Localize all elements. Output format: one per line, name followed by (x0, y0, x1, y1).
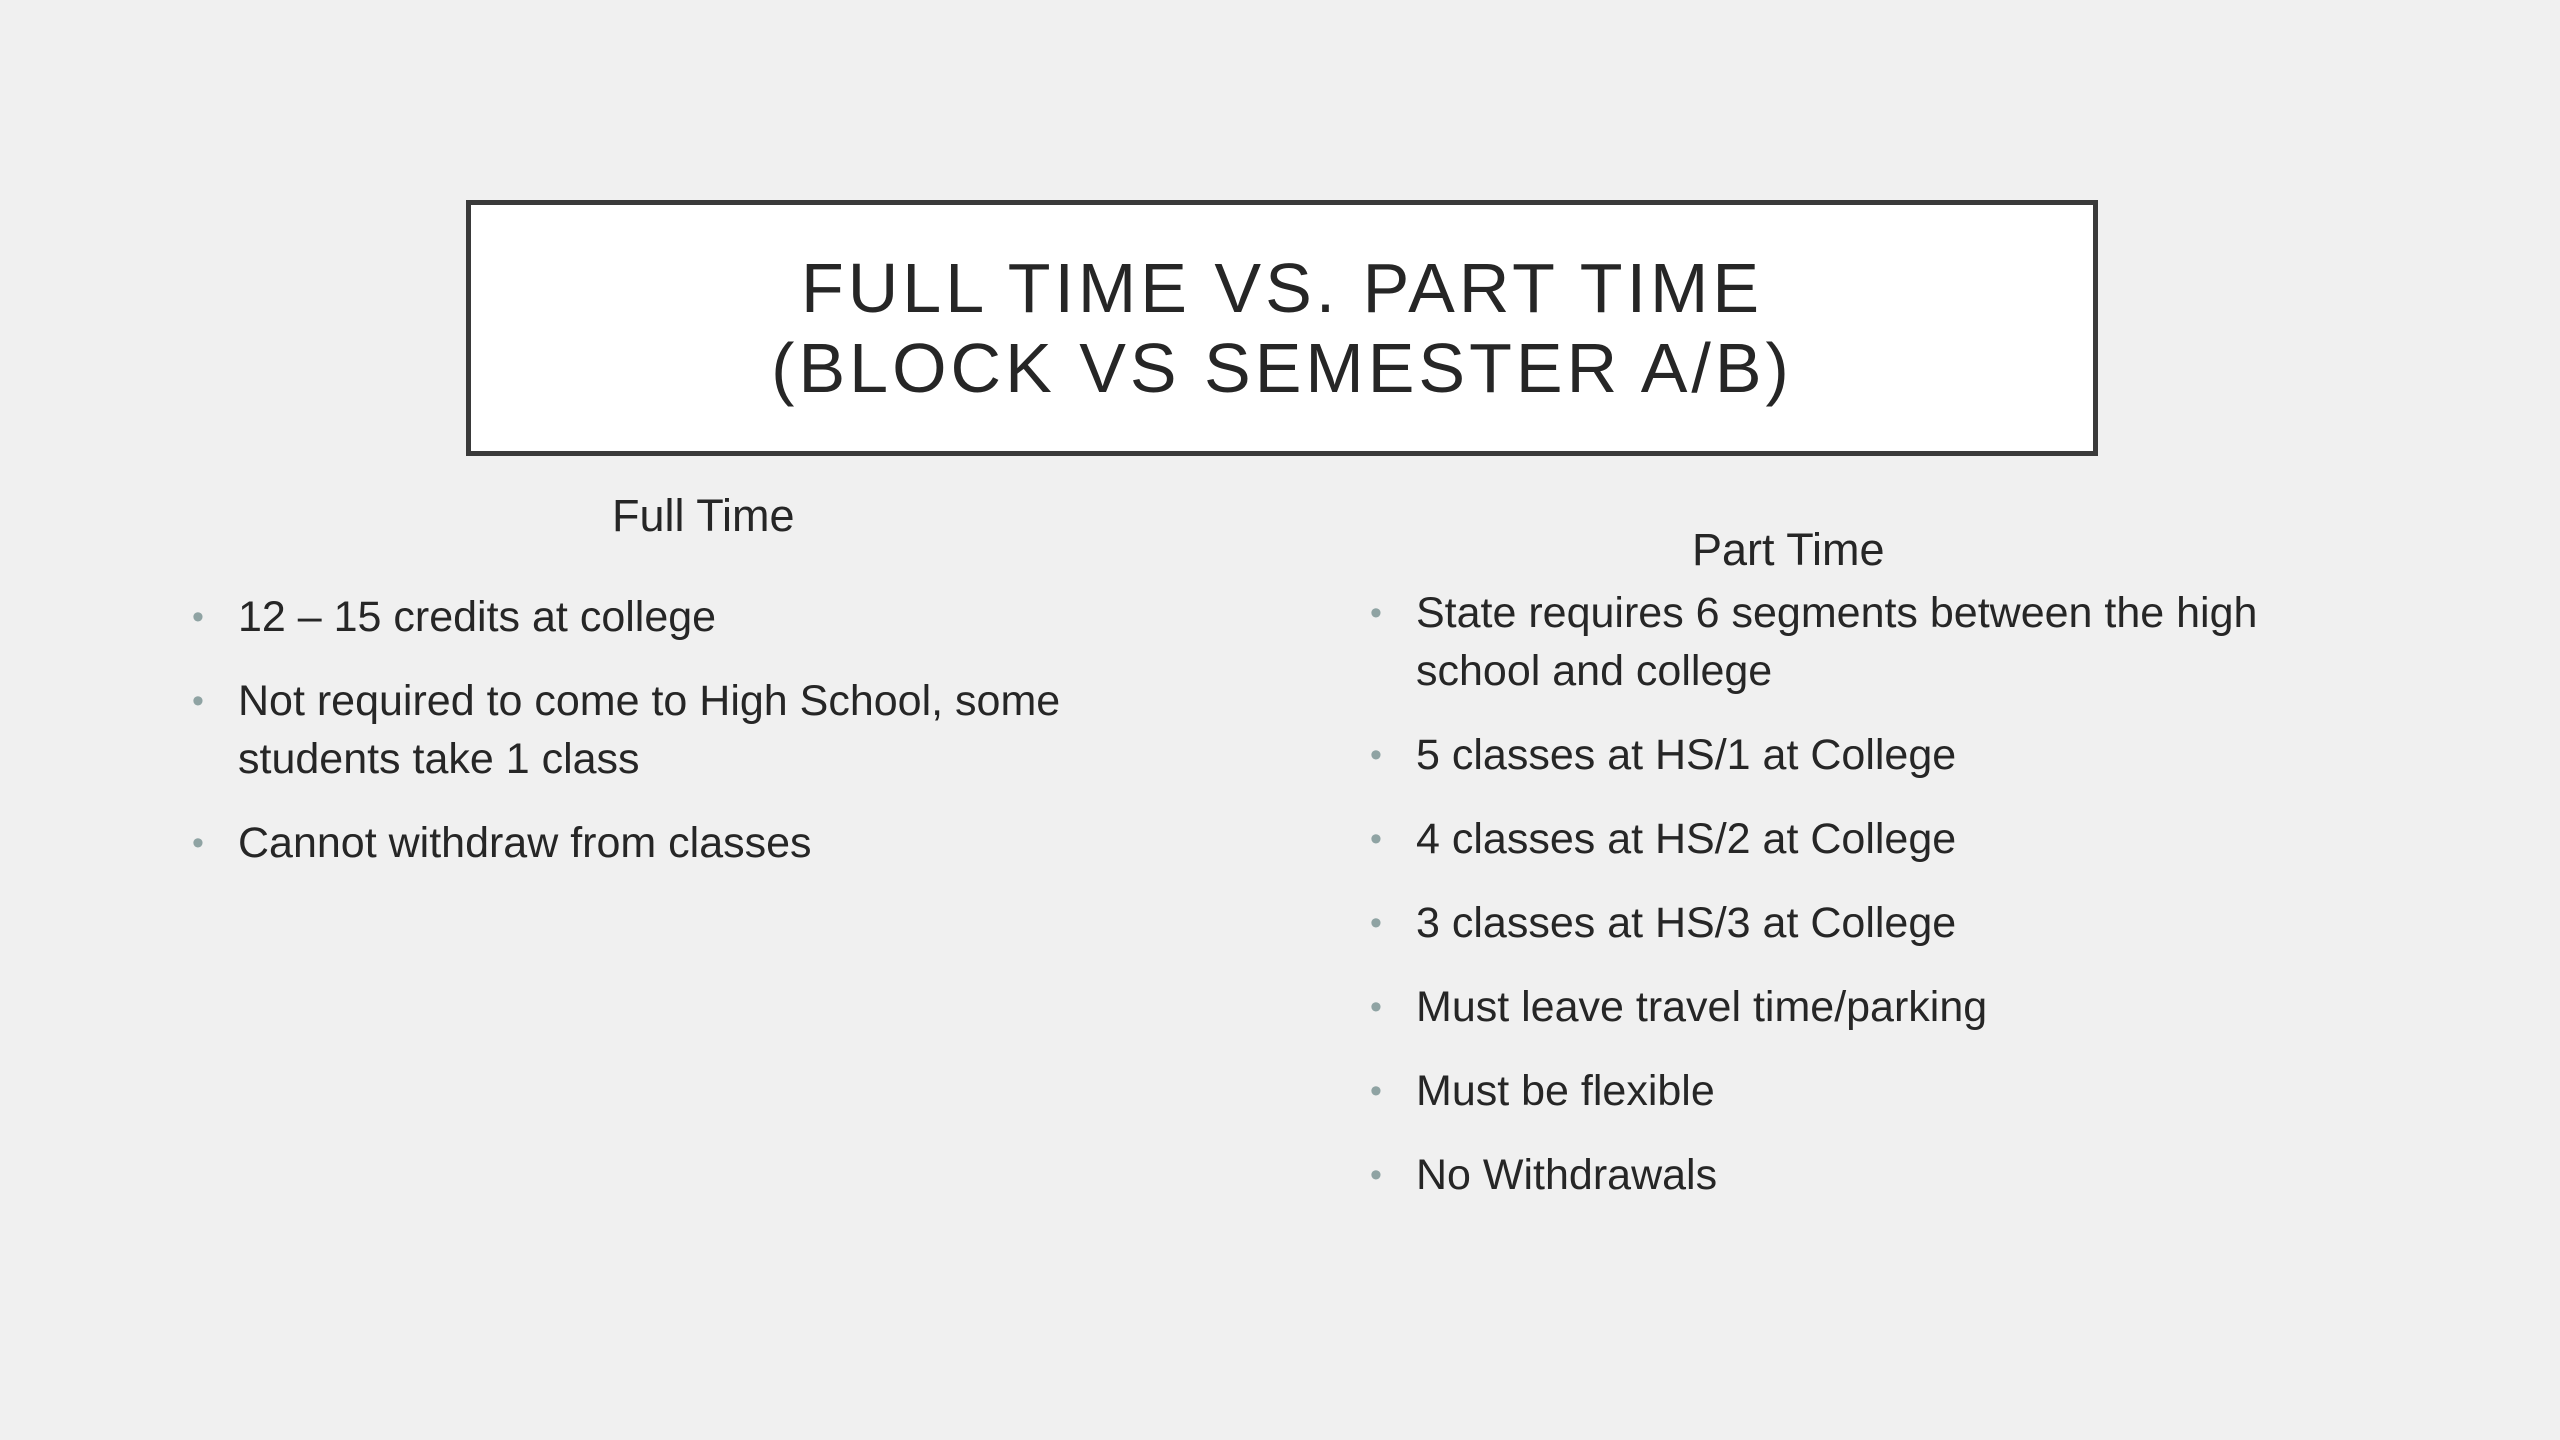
list-item-text: Cannot withdraw from classes (238, 819, 812, 867)
list-item (186, 672, 1186, 788)
list-item (186, 814, 1186, 872)
list-item (1364, 978, 2384, 1036)
title-box (466, 200, 2098, 456)
part-time-list (1364, 584, 2384, 1230)
bullet-icon: • (192, 598, 204, 636)
list-item-text: Must be flexible (1416, 1067, 1715, 1115)
list-item (1364, 584, 2384, 700)
bullet-icon: • (192, 682, 204, 720)
full-time-heading: Full Time (612, 490, 795, 541)
list-item-text: Not required to come to High School, some students take 1 class (238, 677, 1061, 783)
title-line-2: (BLOCK VS SEMESTER A/B) (771, 329, 1793, 407)
list-item (1364, 726, 2384, 784)
bullet-icon: • (1370, 1072, 1382, 1110)
full-time-list (186, 588, 1186, 898)
title-line-1: FULL TIME VS. PART TIME (800, 249, 1764, 327)
list-item (1364, 810, 2384, 868)
bullet-icon: • (1370, 594, 1382, 632)
list-item (186, 588, 1186, 646)
bullet-icon: • (1370, 820, 1382, 858)
bullet-icon: • (1370, 1156, 1382, 1194)
list-item (1364, 1146, 2384, 1204)
part-time-heading: Part Time (1692, 524, 1885, 575)
bullet-icon: • (1370, 988, 1382, 1026)
list-item-text: Must leave travel time/parking (1416, 983, 1988, 1031)
list-item (1364, 894, 2384, 952)
list-item-text: 12 – 15 credits at college (238, 593, 717, 641)
bullet-icon: • (1370, 736, 1382, 774)
bullet-icon: • (192, 824, 204, 862)
list-item-text: 5 classes at HS/1 at College (1416, 731, 1957, 779)
bullet-icon: • (1370, 904, 1382, 942)
list-item (1364, 1062, 2384, 1120)
list-item-text: 4 classes at HS/2 at College (1416, 815, 1957, 863)
list-item-text: State requires 6 segments between the high school and college (1416, 589, 2258, 695)
list-item-text: 3 classes at HS/3 at College (1416, 899, 1957, 947)
list-item-text: No Withdrawals (1416, 1151, 1718, 1199)
